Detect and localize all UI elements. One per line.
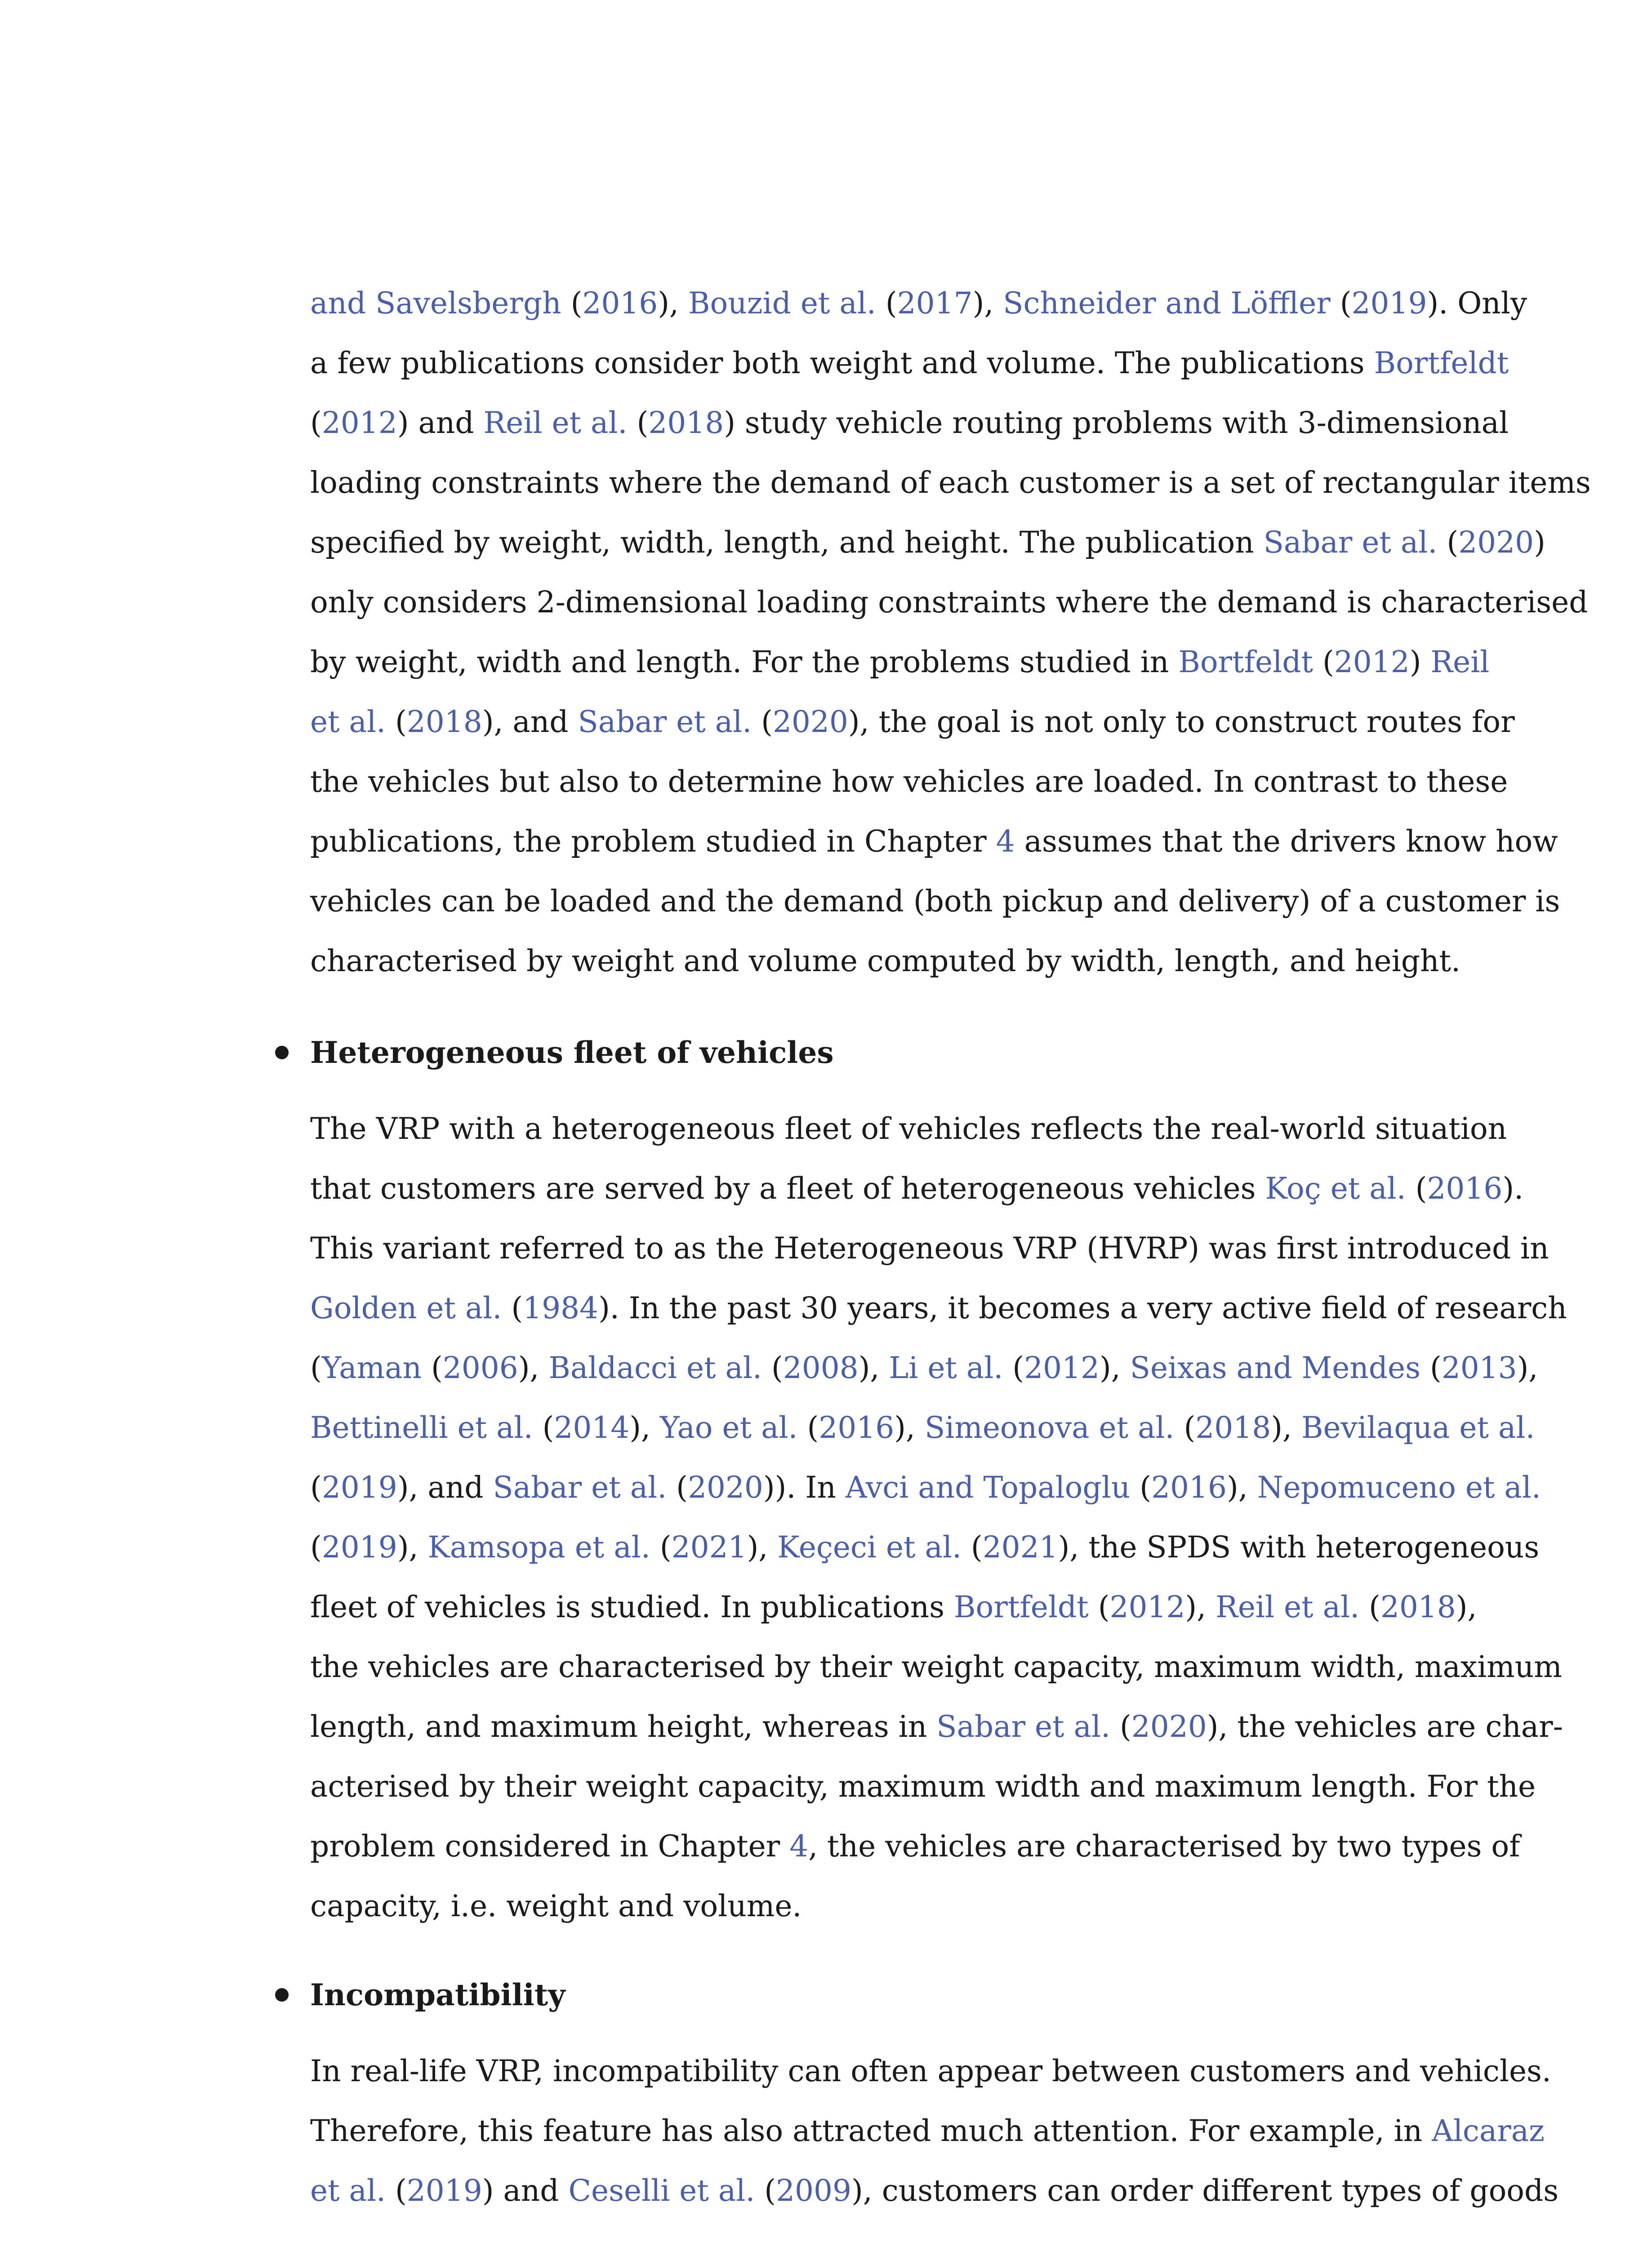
text-segment: ( xyxy=(1110,1709,1131,1744)
text-segment: ) study vehicle routing problems with 3-dimensional xyxy=(724,406,1509,440)
text-segment: ), xyxy=(1517,1351,1538,1385)
text-segment: ( xyxy=(533,1410,554,1445)
text-line xyxy=(310,1647,1562,1687)
citation-link[interactable]: Keçeci et al. xyxy=(777,1530,962,1565)
text-segment: ( xyxy=(650,1530,672,1565)
text-line xyxy=(310,1707,1563,1747)
citation-link[interactable]: 2019 xyxy=(406,2173,482,2208)
citation-link[interactable]: 2019 xyxy=(1351,286,1427,321)
citation-link[interactable]: 2019 xyxy=(321,1470,397,1505)
text-line xyxy=(310,1527,1540,1568)
text-line xyxy=(310,1886,1470,1927)
text-segment: ) and xyxy=(397,406,484,440)
text-segment: ( xyxy=(1330,286,1352,321)
text-segment: ( xyxy=(386,705,407,739)
text-segment: This variant referred to as the Heterogeneous VRP (HVRP) was first introduced in xyxy=(310,1231,1549,1266)
text-segment: ), xyxy=(658,286,689,321)
text-segment: ( xyxy=(961,1530,983,1565)
citation-link[interactable]: 2008 xyxy=(783,1351,859,1385)
text-segment: ( xyxy=(561,286,583,321)
text-segment: ( xyxy=(1313,645,1334,679)
text-line xyxy=(310,1587,1477,1628)
citation-link[interactable]: 2014 xyxy=(554,1410,630,1445)
text-segment: ( xyxy=(667,1470,688,1505)
text-segment: , the vehicles are characterised by two types of xyxy=(808,1829,1520,1864)
text-line xyxy=(310,522,1545,563)
text-line xyxy=(310,2051,1551,2092)
text-line xyxy=(310,343,1509,384)
text-segment: ( xyxy=(627,406,649,440)
text-segment: acterised by their weight capacity, maximum width and maximum length. For the xyxy=(310,1769,1536,1804)
citation-link[interactable]: 2012 xyxy=(1109,1590,1185,1624)
text-segment: ), xyxy=(1100,1351,1130,1385)
text-segment: ( xyxy=(386,2173,407,2208)
text-line xyxy=(310,1467,1541,1508)
text-segment: only considers 2-dimensional loading constraints where the demand is characterised xyxy=(310,585,1588,620)
text-segment: specified by weight, width, length, and height. The publication xyxy=(310,525,1264,560)
citation-link[interactable]: 2018 xyxy=(406,705,482,739)
citation-link[interactable]: 2018 xyxy=(1195,1410,1271,1445)
text-segment: ), and xyxy=(482,705,578,739)
text-segment: In real-life VRP, incompatibility can often appear between customers and vehicles. xyxy=(310,2054,1551,2088)
text-segment: ( xyxy=(752,705,773,739)
text-segment: ), xyxy=(1271,1410,1301,1445)
citation-link[interactable]: 2020 xyxy=(772,705,848,739)
citation-link[interactable]: Sabar et al. xyxy=(936,1709,1110,1744)
text-line xyxy=(310,2171,1559,2211)
text-segment: ), xyxy=(397,1530,428,1565)
text-line xyxy=(310,1408,1535,1448)
citation-link[interactable]: Sabar et al. xyxy=(493,1470,667,1505)
text-segment: vehicles can be loaded and the demand (both pickup and delivery) of a customer is xyxy=(310,884,1560,919)
citation-link[interactable]: 2006 xyxy=(442,1351,518,1385)
citation-link[interactable]: and Savelsbergh xyxy=(310,286,561,321)
citation-link[interactable]: Nepomuceno et al. xyxy=(1257,1470,1541,1505)
text-segment: the vehicles but also to determine how vehicles are loaded. In contrast to these xyxy=(310,764,1508,799)
text-segment: ), xyxy=(858,1351,889,1385)
text-line xyxy=(310,881,1560,922)
citation-link[interactable]: Golden et al. xyxy=(310,1291,502,1325)
text-segment: ( xyxy=(797,1410,819,1445)
text-segment: ), xyxy=(972,286,1003,321)
citation-link[interactable]: 2012 xyxy=(1024,1351,1100,1385)
citation-link[interactable]: 2020 xyxy=(687,1470,763,1505)
citation-link[interactable]: 2019 xyxy=(321,1530,397,1565)
text-line xyxy=(310,821,1558,862)
citation-link[interactable]: Bouzid et al. xyxy=(688,286,876,321)
citation-link[interactable]: Bevilaqua et al. xyxy=(1301,1410,1535,1445)
text-line xyxy=(310,1169,1524,1209)
text-segment: publications, the problem studied in Chapter xyxy=(310,824,996,859)
text-segment: ( xyxy=(1088,1590,1110,1624)
citation-link[interactable]: 2016 xyxy=(582,286,658,321)
text-segment: ( xyxy=(1359,1590,1380,1624)
text-segment: loading constraints where the demand of each customer is a set of rectangular items xyxy=(310,465,1591,500)
citation-link[interactable]: et al. xyxy=(310,705,386,739)
text-segment: that customers are served by a fleet of heterogeneous vehicles xyxy=(310,1171,1265,1206)
citation-link[interactable]: 2016 xyxy=(1427,1171,1503,1206)
text-line xyxy=(310,283,1527,324)
text-segment: ), xyxy=(1226,1470,1257,1505)
text-segment: ( xyxy=(1437,525,1459,560)
citation-link[interactable]: Avci and Topaloglu xyxy=(845,1470,1131,1505)
text-line xyxy=(310,463,1591,503)
text-segment: ), the goal is not only to construct routes for xyxy=(848,705,1515,739)
text-segment: a few publications consider both weight and volume. The publications xyxy=(310,346,1374,380)
citation-link[interactable]: Seixas and Mendes xyxy=(1130,1351,1420,1385)
text-segment: ( xyxy=(1130,1470,1152,1505)
text-line xyxy=(310,642,1490,682)
citation-link[interactable]: 2016 xyxy=(819,1410,895,1445)
text-segment: ). Only xyxy=(1427,286,1527,321)
section-heading xyxy=(310,1032,1470,1073)
text-segment: ) xyxy=(1409,645,1431,679)
text-segment: ). xyxy=(1502,1171,1524,1206)
citation-link[interactable]: Alcaraz xyxy=(1432,2114,1545,2148)
citation-link[interactable]: 1984 xyxy=(523,1291,599,1325)
citation-link[interactable]: 2009 xyxy=(776,2173,852,2208)
text-line xyxy=(310,1826,1520,1867)
text-segment: Heterogeneous fleet of vehicles xyxy=(310,1035,834,1070)
text-segment: The VRP with a heterogeneous fleet of vehicles reflects the real-world situation xyxy=(310,1111,1507,1146)
citation-link[interactable]: Baldacci et al. xyxy=(548,1351,762,1385)
text-segment: ( xyxy=(1003,1351,1024,1385)
text-segment: ), and xyxy=(397,1470,493,1505)
text-segment: characterised by weight and volume computed by width, length, and height. xyxy=(310,944,1461,978)
text-segment: ( xyxy=(502,1291,523,1325)
text-segment: ) and xyxy=(482,2173,569,2208)
citation-link[interactable]: Reil et al. xyxy=(1216,1590,1360,1624)
text-line xyxy=(310,1288,1567,1329)
text-segment: Incompatibility xyxy=(310,1977,566,2012)
text-segment: ( xyxy=(310,1530,322,1565)
text-line xyxy=(310,1766,1536,1807)
text-line xyxy=(310,1109,1507,1149)
text-segment: ), xyxy=(629,1410,660,1445)
text-segment: ), the SPDS with heterogeneous xyxy=(1058,1530,1540,1565)
text-segment: ( xyxy=(755,2173,776,2208)
citation-link[interactable]: Bettinelli et al. xyxy=(310,1410,533,1445)
text-segment: problem considered in Chapter xyxy=(310,1829,790,1864)
text-segment: ) xyxy=(1534,525,1545,560)
text-line xyxy=(310,702,1515,742)
text-line xyxy=(310,1348,1538,1388)
text-segment: ( xyxy=(761,1351,783,1385)
citation-link[interactable]: Simeonova et al. xyxy=(924,1410,1175,1445)
text-segment: ). In the past 30 years, it becomes a very active field of research xyxy=(598,1291,1567,1325)
citation-link[interactable]: Bortfeldt xyxy=(1178,645,1313,679)
citation-link[interactable]: Yaman xyxy=(321,1351,422,1385)
text-segment: Therefore, this feature has also attracted much attention. For example, in xyxy=(310,2114,1432,2148)
text-line xyxy=(310,2111,1545,2151)
citation-link[interactable]: 2018 xyxy=(1380,1590,1456,1624)
citation-link[interactable]: et al. xyxy=(310,2173,386,2208)
citation-link[interactable]: 2021 xyxy=(982,1530,1058,1565)
citation-link[interactable]: Kamsopa et al. xyxy=(427,1530,650,1565)
citation-link[interactable]: 2018 xyxy=(648,406,724,440)
text-segment: ), xyxy=(1185,1590,1216,1624)
text-segment: ), xyxy=(894,1410,925,1445)
text-segment: the vehicles are characterised by their weight capacity, maximum width, maximum xyxy=(310,1650,1562,1684)
citation-link[interactable]: Reil xyxy=(1430,645,1490,679)
text-segment: assumes that the drivers know how xyxy=(1015,824,1558,859)
text-segment: ( xyxy=(876,286,897,321)
citation-link[interactable]: 4 xyxy=(996,824,1015,859)
citation-link[interactable]: 2012 xyxy=(1334,645,1410,679)
text-segment: capacity, i.e. weight and volume. xyxy=(310,1889,802,1923)
text-segment: ( xyxy=(1406,1171,1427,1206)
citation-link[interactable]: 2020 xyxy=(1458,525,1534,560)
text-segment: ), xyxy=(518,1351,549,1385)
text-segment: ( xyxy=(310,1351,322,1385)
citation-link[interactable]: Ceselli et al. xyxy=(568,2173,755,2208)
text-line xyxy=(310,403,1509,443)
text-segment: fleet of vehicles is studied. In publications xyxy=(310,1590,954,1624)
citation-link[interactable]: Bortfeldt xyxy=(954,1590,1089,1624)
text-segment: ( xyxy=(421,1351,443,1385)
citation-link[interactable]: Sabar et al. xyxy=(1263,525,1438,560)
text-segment: ( xyxy=(310,1470,322,1505)
citation-link[interactable]: 2012 xyxy=(321,406,397,440)
citation-link[interactable]: Yao et al. xyxy=(660,1410,798,1445)
text-segment: ), customers can order different types of goods xyxy=(851,2173,1559,2208)
text-segment: ), xyxy=(747,1530,778,1565)
bullet-icon xyxy=(275,1046,289,1059)
citation-link[interactable]: Bortfeldt xyxy=(1374,346,1509,380)
citation-link[interactable]: Reil et al. xyxy=(483,406,628,440)
section-heading xyxy=(310,1975,1470,2015)
citation-link[interactable]: Li et al. xyxy=(889,1351,1003,1385)
text-segment: ( xyxy=(1174,1410,1196,1445)
citation-link[interactable]: 2017 xyxy=(897,286,973,321)
citation-link[interactable]: 2021 xyxy=(671,1530,747,1565)
text-segment: ( xyxy=(1420,1351,1442,1385)
text-segment: ), the vehicles are char- xyxy=(1207,1709,1563,1744)
citation-link[interactable]: 2020 xyxy=(1131,1709,1207,1744)
text-line xyxy=(310,762,1508,802)
text-segment: length, and maximum height, whereas in xyxy=(310,1709,937,1744)
citation-link[interactable]: Sabar et al. xyxy=(578,705,752,739)
text-segment: ( xyxy=(310,406,322,440)
text-segment: )). In xyxy=(763,1470,846,1505)
text-segment: ), xyxy=(1456,1590,1477,1624)
text-line xyxy=(310,582,1588,623)
text-line xyxy=(310,1228,1549,1269)
citation-link[interactable]: Schneider and Löffler xyxy=(1003,286,1331,321)
citation-link[interactable]: 2013 xyxy=(1441,1351,1517,1385)
citation-link[interactable]: 4 xyxy=(789,1829,809,1864)
text-line xyxy=(310,941,1470,981)
citation-link[interactable]: Koç et al. xyxy=(1265,1171,1406,1206)
bullet-icon xyxy=(275,1988,289,2002)
citation-link[interactable]: 2016 xyxy=(1151,1470,1227,1505)
text-segment: by weight, width and length. For the problems studied in xyxy=(310,645,1179,679)
